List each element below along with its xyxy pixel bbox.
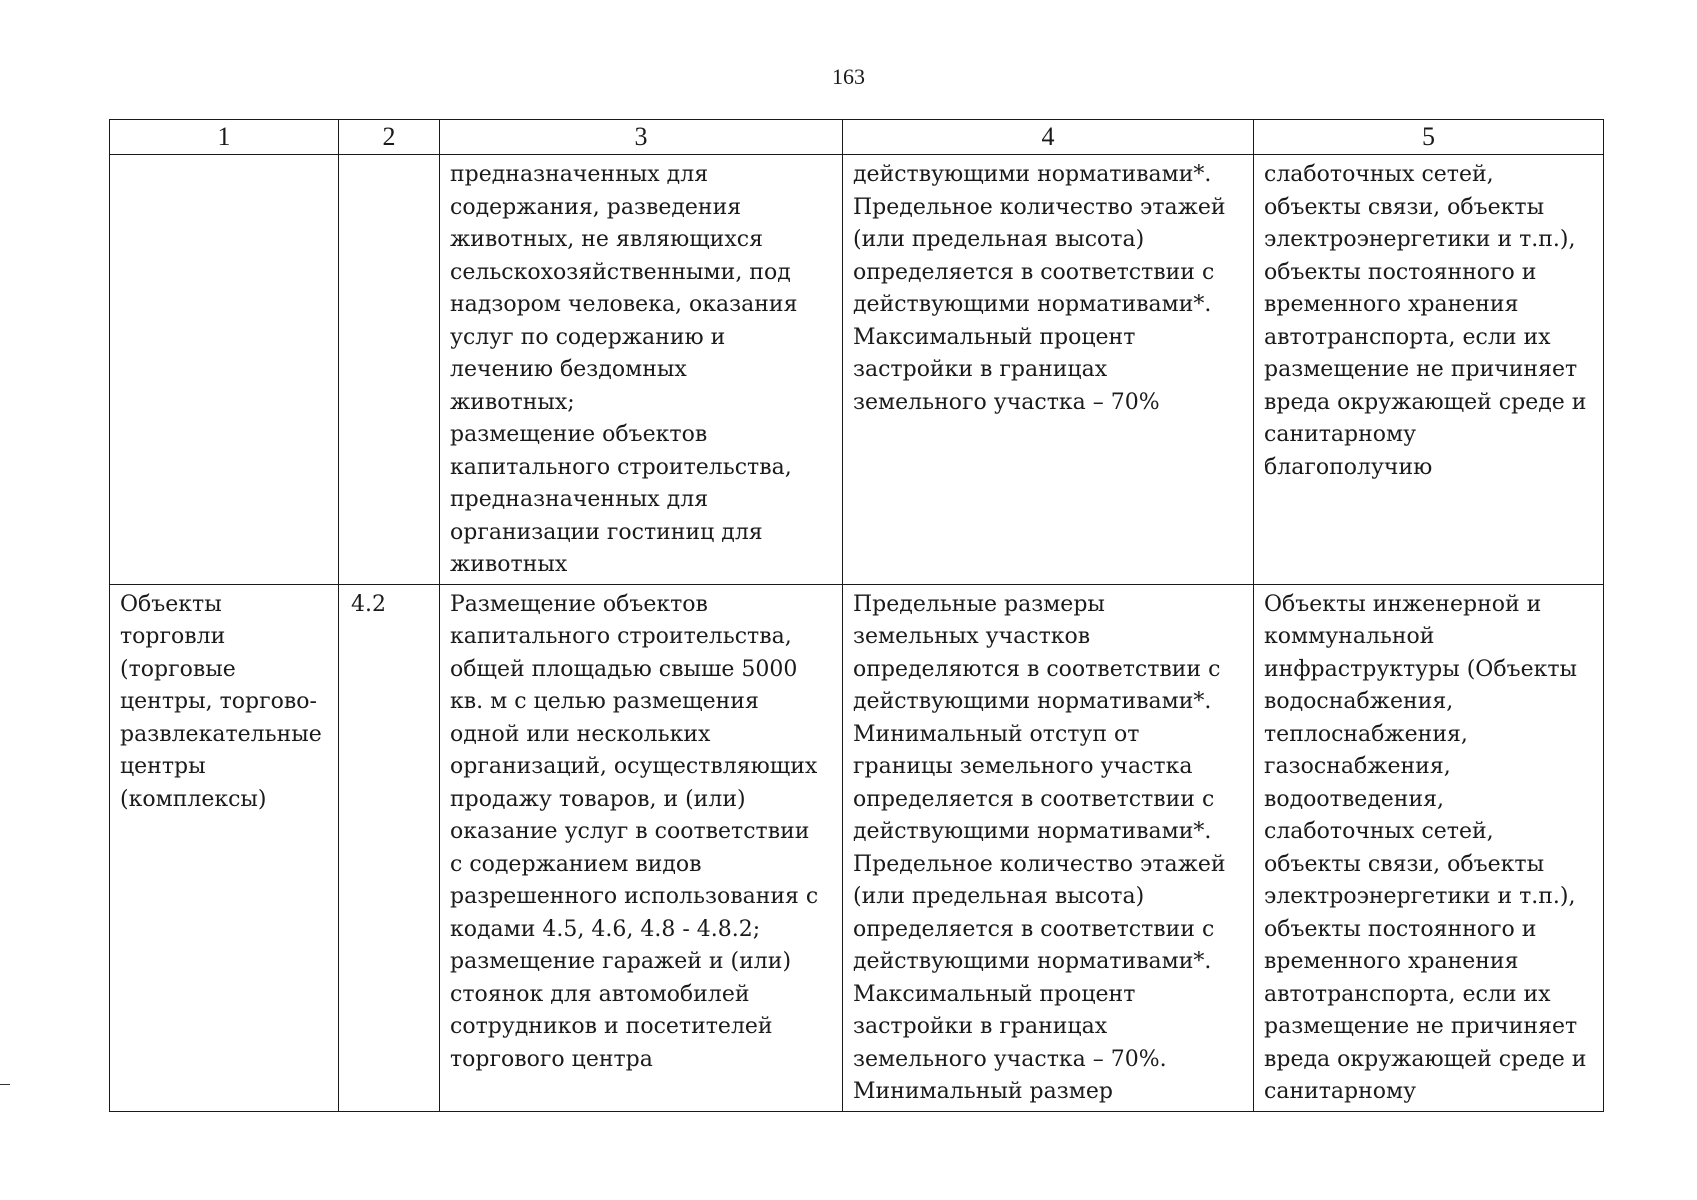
cell-code xyxy=(339,155,440,585)
page-number: 163 xyxy=(832,64,865,89)
cell-parameters: Предельные размеры земельных участков определяются в соответствии с действующими нормативами*. Минимальный отступ от границы земельного участка определяется в соответствии с действующими нормативами*. Предельное количество этажей (или предельная высота) определяется в соответствии с действующими нормативами*. Максимальный процент застройки в границах земельного участка – 70%. Минимальный размер xyxy=(843,584,1254,1111)
cell-auxiliary-uses: слаботочных сетей, объекты связи, объекты электроэнергетики и т.п.), объекты постоянного и временного хранения автотранспорта, если их размещение не причиняет вреда окружающей среде и санитарному благополучию xyxy=(1254,155,1604,585)
table-row xyxy=(110,584,1604,1111)
table-row xyxy=(110,155,1604,585)
cell-auxiliary-uses: Объекты инженерной и коммунальной инфраструктуры (Объекты водоснабжения, теплоснабжения, газоснабжения, водоотведения, слаботочных сетей, объекты связи, объекты электроэнергетики и т.п.), объекты постоянного и временного хранения автотранспорта, если их размещение не причиняет вреда окружающей среде и санитарному xyxy=(1254,584,1604,1111)
table-header-row xyxy=(110,120,1604,155)
header-col-5: 5 xyxy=(1254,120,1604,155)
header-col-2: 2 xyxy=(339,120,440,155)
cell-code: 4.2 xyxy=(339,584,440,1111)
cell-use-type: Объекты торговли (торговые центры, торгово- развлекательные центры (комплексы) xyxy=(110,584,339,1111)
header-col-4: 4 xyxy=(843,120,1254,155)
header-col-1: 1 xyxy=(110,120,339,155)
cell-use-type xyxy=(110,155,339,585)
regulation-table xyxy=(109,119,1604,1112)
margin-mark xyxy=(0,1084,10,1085)
cell-parameters: действующими нормативами*. Предельное количество этажей (или предельная высота) определяется в соответствии с действующими нормативами*. Максимальный процент застройки в границах земельного участка – 70% xyxy=(843,155,1254,585)
cell-description: предназначенных для содержания, разведения животных, не являющихся сельскохозяйственными, под надзором человека, оказания услуг по содержанию и лечению бездомных животных; размещение объектов капитального строительства, предназначенных для организации гостиниц для животных xyxy=(440,155,843,585)
header-col-3: 3 xyxy=(440,120,843,155)
cell-description: Размещение объектов капитального строительства, общей площадью свыше 5000 кв. м с целью размещения одной или нескольких организаций, осуществляющих продажу товаров, и (или) оказание услуг в соответствии с содержанием видов разрешенного использования с кодами 4.5, 4.6, 4.8 - 4.8.2; размещение гаражей и (или) стоянок для автомобилей сотрудников и посетителей торгового центра xyxy=(440,584,843,1111)
